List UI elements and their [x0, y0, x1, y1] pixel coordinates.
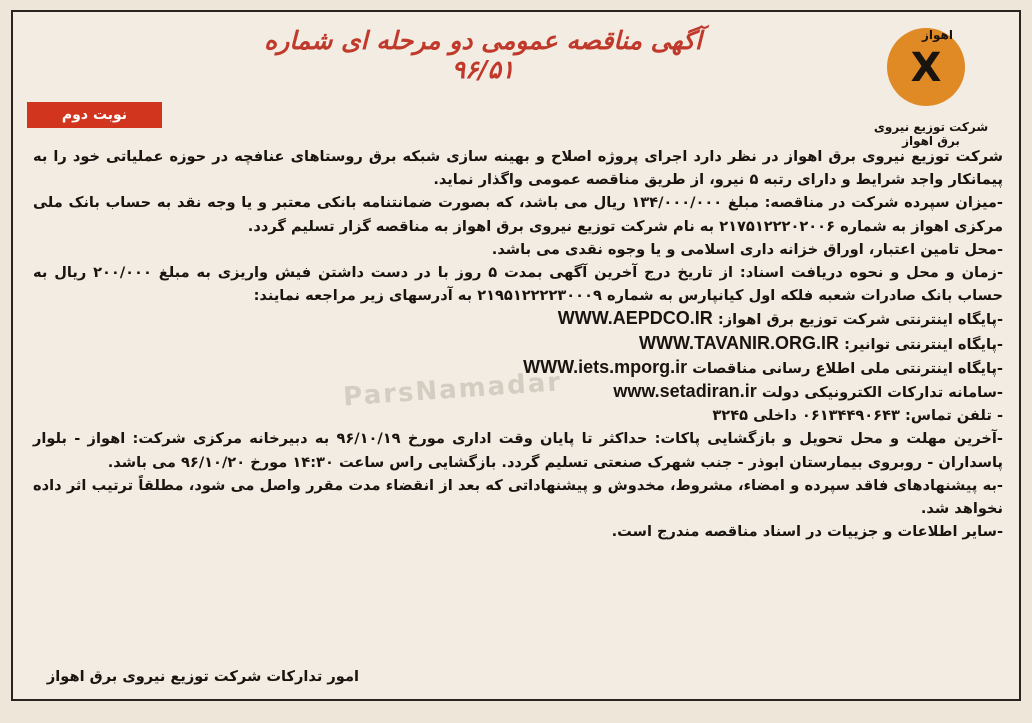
- watermark: ParsNamadar: [342, 367, 564, 413]
- notice-body: [33, 145, 1003, 543]
- site-url: WWW.iets.mporg.ir: [523, 356, 688, 377]
- notice-title: آگهی مناقصه عمومی دو مرحله ای شماره ۹۶/۵۱: [264, 26, 702, 84]
- more-info-paragraph: -سایر اطلاعات و جزییات در اسناد مناقصه مندرج است.: [611, 523, 1003, 541]
- funding-paragraph: -محل تامین اعتبار، اوراق خزانه داری اسلامی و یا وجوه نقدی می باشد.: [491, 240, 1003, 258]
- site-url: www.setadiran.ir: [613, 381, 757, 402]
- site-label: -پایگاه اینترنتی توانیر:: [844, 335, 1003, 353]
- rejection-paragraph: -به پیشنهادهای فاقد سپرده و امضاء، مشروط، مخدوش و پیشنهاداتی که بعد از انقضاء مدت مقرر واصل می شود، مطلقاً ترتیب اثر داده نخواهد شد.: [33, 476, 1003, 518]
- company-logo: [861, 24, 1001, 148]
- logo-x-icon: X: [910, 45, 942, 91]
- site-line-setadiran: [33, 380, 1003, 404]
- site-line-iets: [33, 356, 1003, 380]
- phone-line: - تلفن تماس: ۰۶۱۳۴۴۹۰۶۴۳ داخلی ۳۲۴۵: [712, 407, 1003, 425]
- site-label: -پایگاه اینترنتی شرکت توزیع برق اهواز:: [717, 311, 1003, 329]
- deadline-paragraph: -آخرین مهلت و محل تحویل و بازگشایی پاکات: حداکثر تا پایان وقت اداری مورخ ۹۶/۱۰/۱۹ به دبیرخانه مرکزی شرکت: اهواز - بلوار پاسداران - روبروی بیمارستان ابوذر - جنب شهرک صنعتی تسلیم گردد. بازگشایی راس ساعت ۱۴:۳۰ مورخ ۹۶/۱۰/۲۰ می باشد.: [33, 430, 1003, 471]
- deposit-paragraph: -میزان سپرده شرکت در مناقصه: مبلغ ۱۳۴/۰۰۰/۰۰۰ ریال می باشد، که بصورت ضمانتنامه بانکی معتبر و یا وجه نقد به حساب بانک ملی مرکزی اهواز به شماره ۲۱۷۵۱۲۲۲۰۲۰۰۶ به نام شرکت توزیع نیروی برق اهواز به مناقصه گزار تسلیم گردد.: [33, 194, 1003, 235]
- signature: امور تدارکات شرکت توزیع نیروی برق اهواز: [46, 668, 359, 685]
- round-badge: نوبت دوم: [27, 102, 162, 128]
- logo-company-name: شرکت توزیع نیروی برق اهواز: [873, 120, 989, 148]
- site-url: WWW.AEPDCO.IR: [557, 308, 713, 329]
- tender-notice: [11, 10, 1021, 701]
- site-label: -سامانه تدارکات الکترونیکی دولت: [761, 384, 1003, 402]
- site-line-tavanir: [33, 332, 1003, 356]
- documents-paragraph: -زمان و محل و نحوه دریافت اسناد: از تاریخ درج آخرین آگهی بمدت ۵ روز با در دست داشتن فیش واریزی به مبلغ ۲۰۰/۰۰۰ ریال به حساب بانک صادرات شعبه فلکه اول کیانپارس به شماره ۲۱۹۵۱۲۲۲۲۳۰۰۰۹ به آدرسهای زیر مراجعه نمایند:: [33, 264, 1003, 305]
- intro-paragraph: شرکت توزیع نیروی برق اهواز در نظر دارد اجرای پروژه اصلاح و بهینه سازی شبکه برق روستاهای عنافچه در حوزه عملیاتی خود را به پیمانکار واجد شرایط و دارای رتبه ۵ نیرو، از طریق مناقصه عمومی واگذار نماید.: [33, 148, 1003, 189]
- site-label: -پایگاه اینترنتی ملی اطلاع رسانی مناقصات: [692, 359, 1003, 377]
- site-url: WWW.TAVANIR.ORG.IR: [639, 332, 839, 353]
- logo-city-label: اهواز: [922, 28, 953, 42]
- site-line-aepdco: [33, 307, 1003, 331]
